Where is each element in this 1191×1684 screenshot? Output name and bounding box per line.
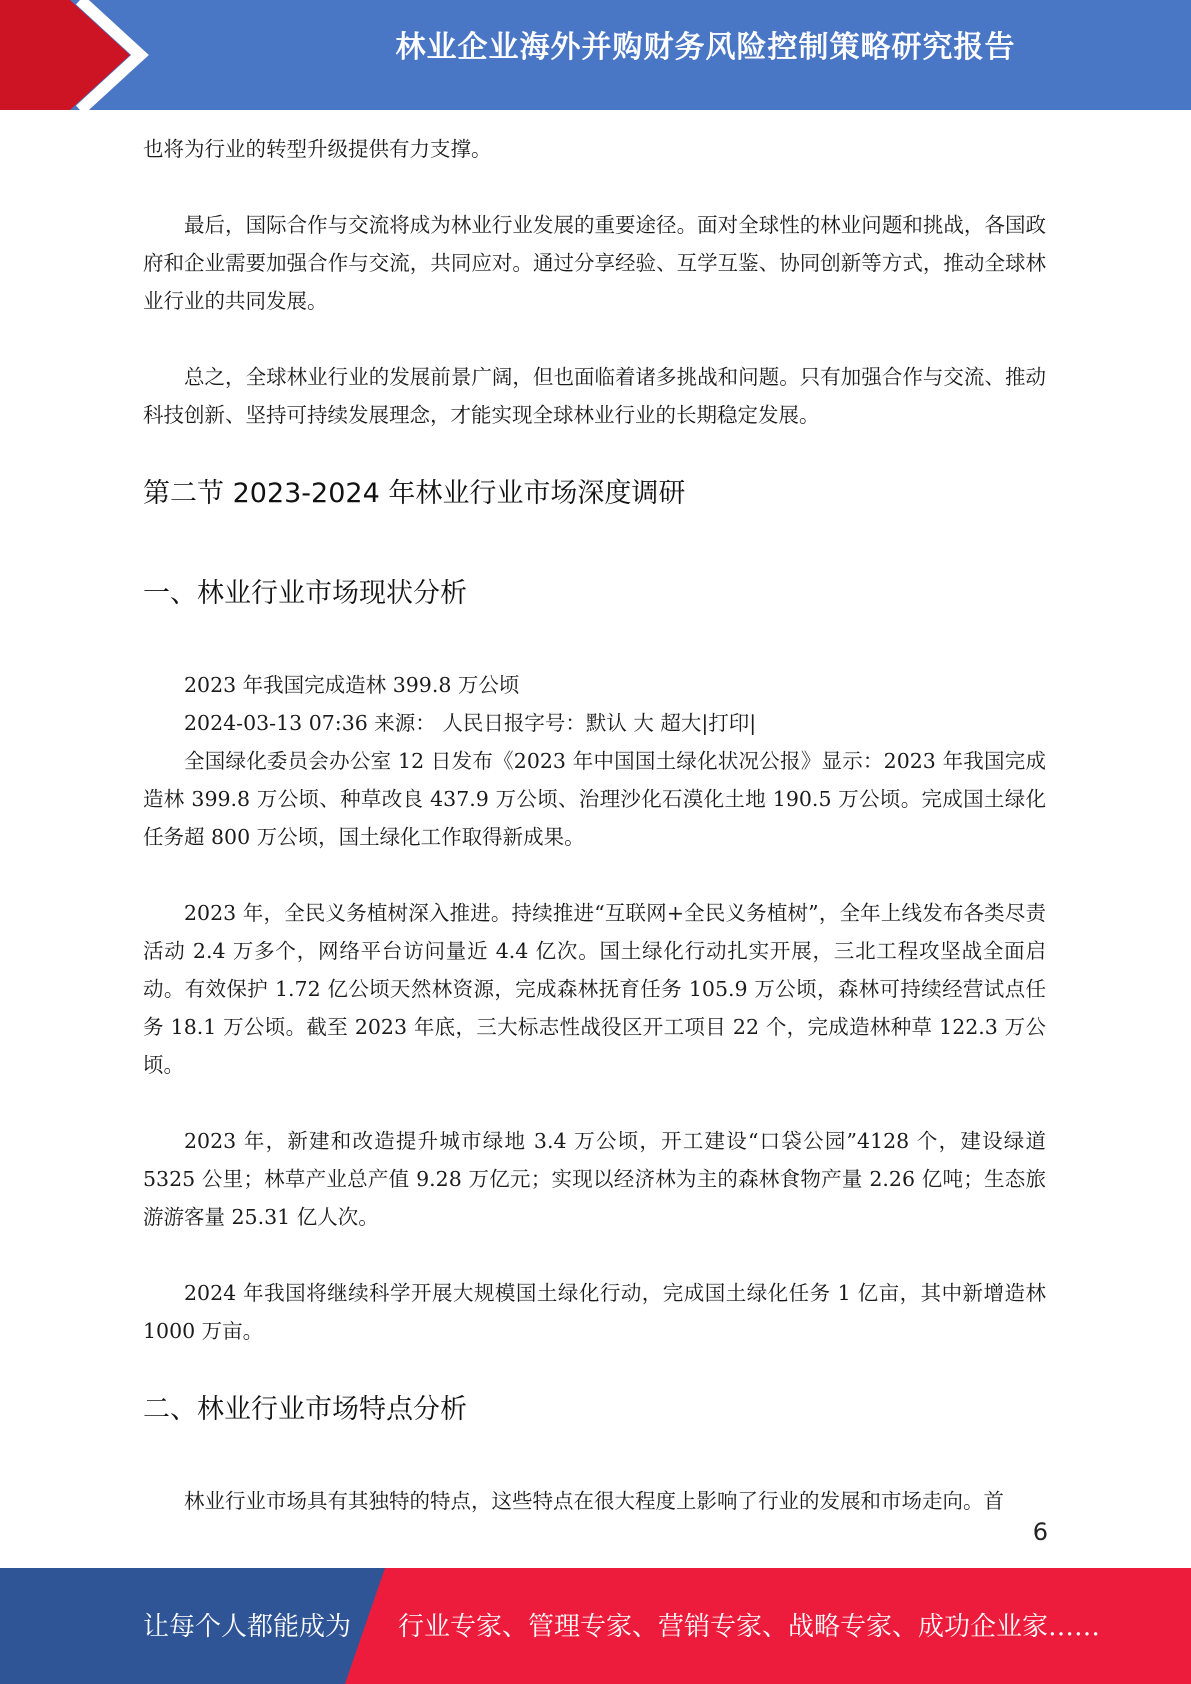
header-band bbox=[0, 0, 1191, 110]
paragraph-international-cooperation: 最后，国际合作与交流将成为林业行业发展的重要途径。面对全球性的林业问题和挑战，各国政府和企业需要加强合作与交流，共同应对。通过分享经验、互学互鉴、协同创新等方式，推动全球林业行业的共同发展。 bbox=[143, 213, 1046, 313]
footer-band bbox=[0, 1568, 1191, 1684]
subsection-heading-1: 一、林业行业市场现状分析 bbox=[143, 578, 467, 609]
paragraph-market-features: 林业行业市场具有其独特的特点，这些特点在很大程度上影响了行业的发展和市场走向。首 bbox=[184, 1489, 1004, 1513]
footer-slogan-right: 行业专家、管理专家、营销专家、战略专家、成功企业家…… bbox=[398, 1612, 1101, 1642]
report-title: 林业企业海外并购财务风险控制策略研究报告 bbox=[395, 30, 1016, 65]
document-body bbox=[143, 130, 1046, 1520]
paragraph-conclusion: 总之，全球林业行业的发展前景广阔，但也面临着诸多挑战和问题。只有加强合作与交流、推动科技创新、坚持可持续发展理念，才能实现全球林业行业的长期稳定发展。 bbox=[143, 365, 1046, 427]
paragraph-urban-green: 2023 年，新建和改造提升城市绿地 3.4 万公顷，开工建设“口袋公园”4128 个，建设绿道 5325 公里；林草产业总产值 9.28 万亿元；实现以经济林为主的森林食物产量 2.26 亿吨；生态旅游游客量 25.31 亿人次。 bbox=[143, 1129, 1046, 1229]
section-heading: 第二节 2023-2024 年林业行业市场深度调研 bbox=[143, 478, 686, 509]
paragraph-greening-report: 全国绿化委员会办公室 12 日发布《2023 年中国国土绿化状况公报》显示：2023 年我国完成造林 399.8 万公顷、种草改良 437.9 万公顷、治理沙化石漠化土地 190.5 万公顷。完成国土绿化任务超 800 万公顷，国土绿化工作取得新成果。 bbox=[143, 749, 1046, 849]
news-meta: 2024-03-13 07:36 来源： 人民日报字号：默认 大 超大|打印| bbox=[184, 711, 757, 735]
paragraph-2024-plan: 2024 年我国将继续科学开展大规模国土绿化行动，完成国土绿化任务 1 亿亩，其中新增造林 1000 万亩。 bbox=[143, 1281, 1046, 1343]
paragraph-continuation: 也将为行业的转型升级提供有力支撑。 bbox=[143, 137, 492, 161]
footer-slogan-left: 让每个人都能成为 bbox=[143, 1612, 352, 1642]
subsection-heading-2: 二、林业行业市场特点分析 bbox=[143, 1394, 467, 1425]
paragraph-tree-planting: 2023 年，全民义务植树深入推进。持续推进“互联网+全民义务植树”，全年上线发布各类尽责活动 2.4 万多个，网络平台访问量近 4.4 亿次。国土绿化行动扎实开展，三北工程攻坚战全面启动。有效保护 1.72 亿公顷天然林资源，完成森林抚育任务 105.9 万公顷，森林可持续经营试点任务 18.1 万公顷。截至 2023 年底，三大标志性战役区开工项目 22 个，完成造林种草 122.3 万公顷。 bbox=[143, 901, 1046, 1077]
page-number: 6 bbox=[1032, 1518, 1048, 1546]
news-headline: 2023 年我国完成造林 399.8 万公顷 bbox=[184, 673, 520, 697]
